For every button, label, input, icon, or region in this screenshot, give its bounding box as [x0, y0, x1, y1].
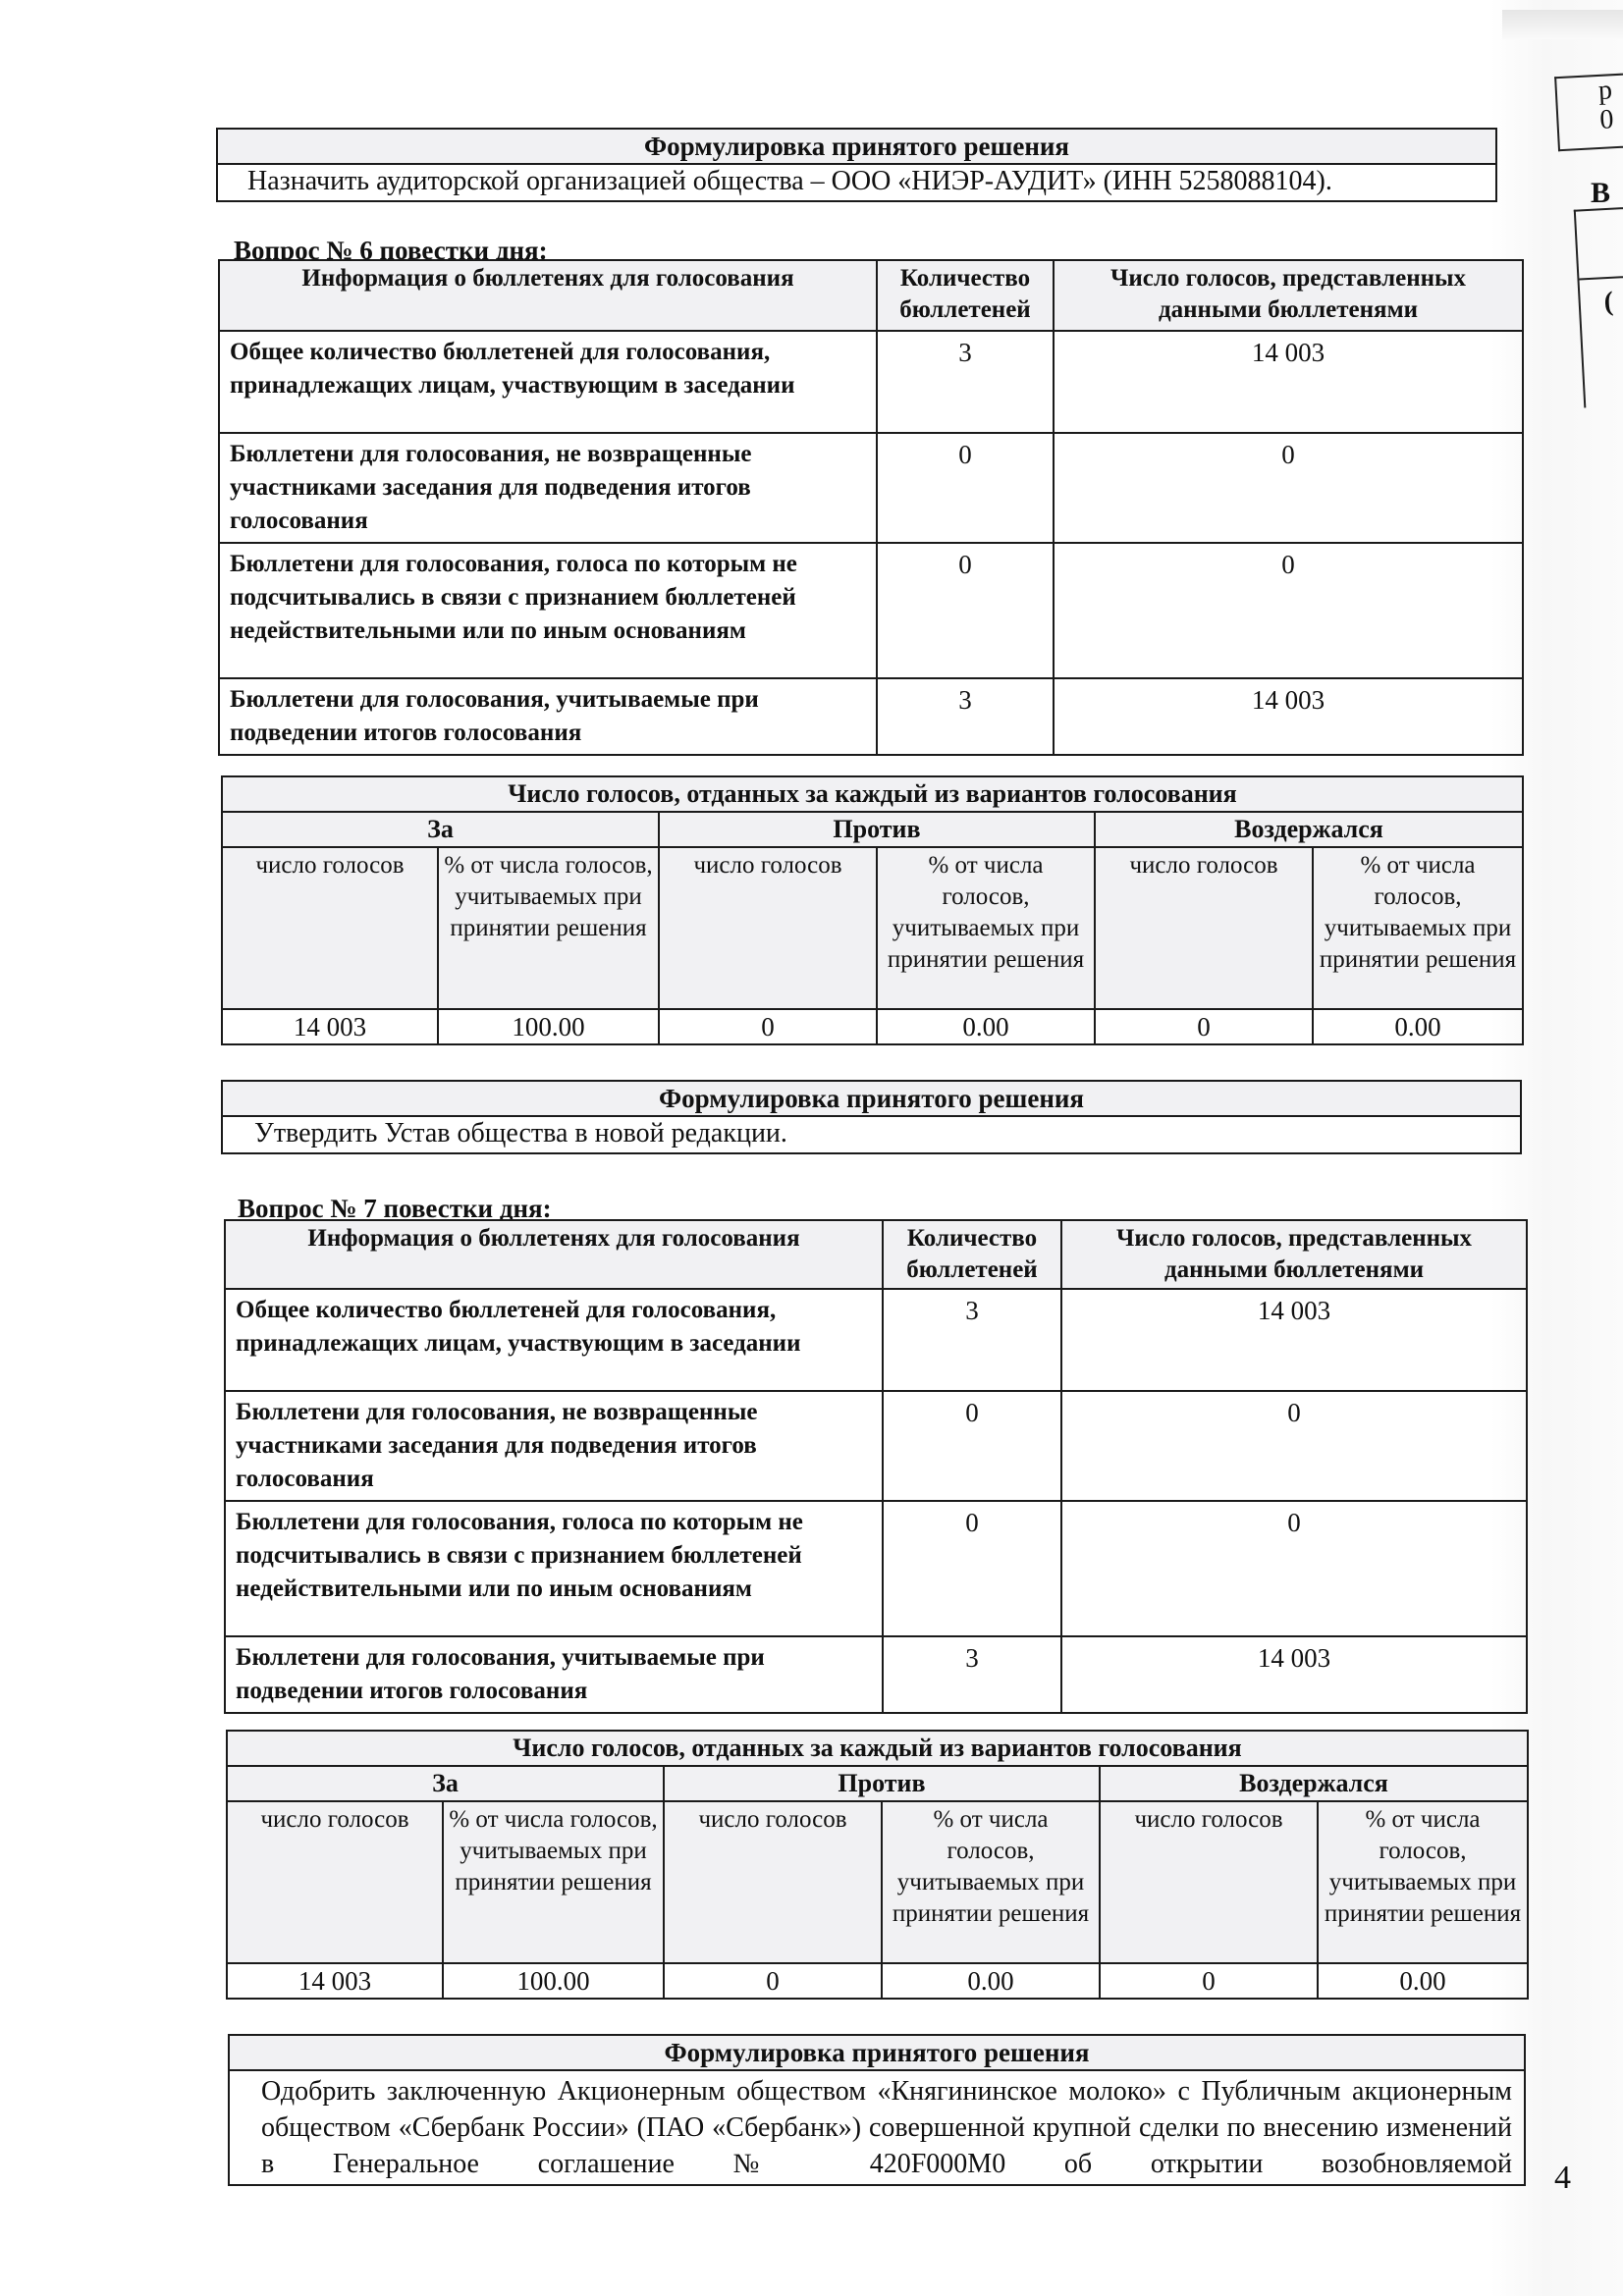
info-header-description: Информация о бюллетенях для голосования — [219, 260, 877, 331]
question-6-decision-table — [221, 1080, 1522, 1154]
sub-header-votes: число голосов — [1095, 847, 1313, 1009]
adjacent-page-text: р — [1597, 75, 1613, 106]
option-for: За — [222, 812, 659, 847]
info-header-vote-count: Число голосов, представленных данными бюллетенями — [1054, 260, 1523, 331]
table-row: Общее количество бюллетеней для голосования, принадлежащих лицам, участвующим в заседании 3 14 003 — [219, 331, 1523, 433]
sub-header-percent: % от числа голосов, учитываемых при принятии решения — [877, 847, 1095, 1009]
decision-header: Формулировка принятого решения — [222, 1081, 1521, 1116]
sub-header-percent: % от числа голосов, учитываемых при принятии решения — [443, 1801, 664, 1963]
table-row: 14 003 100.00 0 0.00 0 0.00 — [227, 1963, 1528, 1999]
question-6-title: Вопрос № 6 повестки дня: — [234, 236, 548, 265]
sub-header-votes: число голосов — [227, 1801, 443, 1963]
sub-header-votes: число голосов — [664, 1801, 882, 1963]
scan-smudge — [1502, 10, 1623, 39]
info-header-vote-count: Число голосов, представленных данными бюллетенями — [1061, 1220, 1527, 1289]
option-abstain: Воздержался — [1095, 812, 1523, 847]
adjacent-page-box — [1554, 71, 1623, 151]
question-6-ballot-info-table — [218, 259, 1524, 756]
sub-header-votes: число голосов — [222, 847, 438, 1009]
decision-text: Утвердить Устав общества в новой редакции. — [222, 1116, 1521, 1153]
votes-table-title: Число голосов, отданных за каждый из вариантов голосования — [222, 776, 1523, 812]
decision-header: Формулировка принятого решения — [217, 129, 1496, 164]
info-header-description: Информация о бюллетенях для голосования — [225, 1220, 883, 1289]
votes-table-title: Число голосов, отданных за каждый из вариантов голосования — [227, 1731, 1528, 1766]
table-row: 14 003 100.00 0 0.00 0 0.00 — [222, 1009, 1523, 1044]
page-number: 4 — [1554, 2160, 1571, 2196]
decision-header: Формулировка принятого решения — [229, 2035, 1525, 2070]
table-row: Бюллетени для голосования, не возвращенные участниками заседания для подведения итогов голосования 0 0 — [225, 1391, 1527, 1501]
previous-decision-table — [216, 128, 1497, 202]
sub-header-votes: число голосов — [659, 847, 877, 1009]
table-row: Бюллетени для голосования, голоса по которым не подсчитывались в связи с признанием бюллетеней недействительными или по иным основаниям 0 0 — [225, 1501, 1527, 1636]
question-7-votes-table — [226, 1730, 1529, 2000]
question-7-ballot-info-table — [224, 1219, 1528, 1714]
question-7-decision-table — [228, 2034, 1526, 2186]
adjacent-page-table: ( — [1574, 207, 1623, 408]
sub-header-percent: % от числа голосов, учитываемых при принятии решения — [1313, 847, 1523, 1009]
table-row: Общее количество бюллетеней для голосования, принадлежащих лицам, участвующим в заседании 3 14 003 — [225, 1289, 1527, 1391]
decision-text: Одобрить заключенную Акционерным обществом «Княгининское молоко» с Публичным акционерным обществом «Сбербанк России» (ПАО «Сбербанк») совершенной крупной сделки по внесению изменений в Генеральное соглашение № 420F000M0 об открытии возобновляемой — [229, 2070, 1525, 2185]
sub-header-votes: число голосов — [1100, 1801, 1318, 1963]
option-against: Против — [659, 812, 1095, 847]
adjacent-page-text: 0 — [1598, 104, 1615, 135]
option-against: Против — [664, 1766, 1100, 1801]
table-row: Бюллетени для голосования, голоса по которым не подсчитывались в связи с признанием бюллетеней недействительными или по иным основаниям 0 0 — [219, 543, 1523, 678]
table-row: Бюллетени для голосования, учитываемые при подведении итогов голосования 3 14 003 — [219, 678, 1523, 755]
adjacent-page-heading: В — [1591, 177, 1611, 209]
info-header-ballot-count: Количество бюллетеней — [877, 260, 1054, 331]
info-header-ballot-count: Количество бюллетеней — [883, 1220, 1061, 1289]
table-row: Бюллетени для голосования, не возвращенные участниками заседания для подведения итогов голосования 0 0 — [219, 433, 1523, 543]
option-for: За — [227, 1766, 664, 1801]
table-row: Бюллетени для голосования, учитываемые при подведении итогов голосования 3 14 003 — [225, 1636, 1527, 1713]
sub-header-percent: % от числа голосов, учитываемых при принятии решения — [1318, 1801, 1528, 1963]
sub-header-percent: % от числа голосов, учитываемых при принятии решения — [438, 847, 659, 1009]
sub-header-percent: % от числа голосов, учитываемых при принятии решения — [882, 1801, 1100, 1963]
question-7-title: Вопрос № 7 повестки дня: — [238, 1194, 552, 1223]
decision-text: Назначить аудиторской организацией общества – ООО «НИЭР-АУДИТ» (ИНН 5258088104). — [217, 164, 1496, 201]
question-6-votes-table — [221, 775, 1524, 1045]
option-abstain: Воздержался — [1100, 1766, 1528, 1801]
